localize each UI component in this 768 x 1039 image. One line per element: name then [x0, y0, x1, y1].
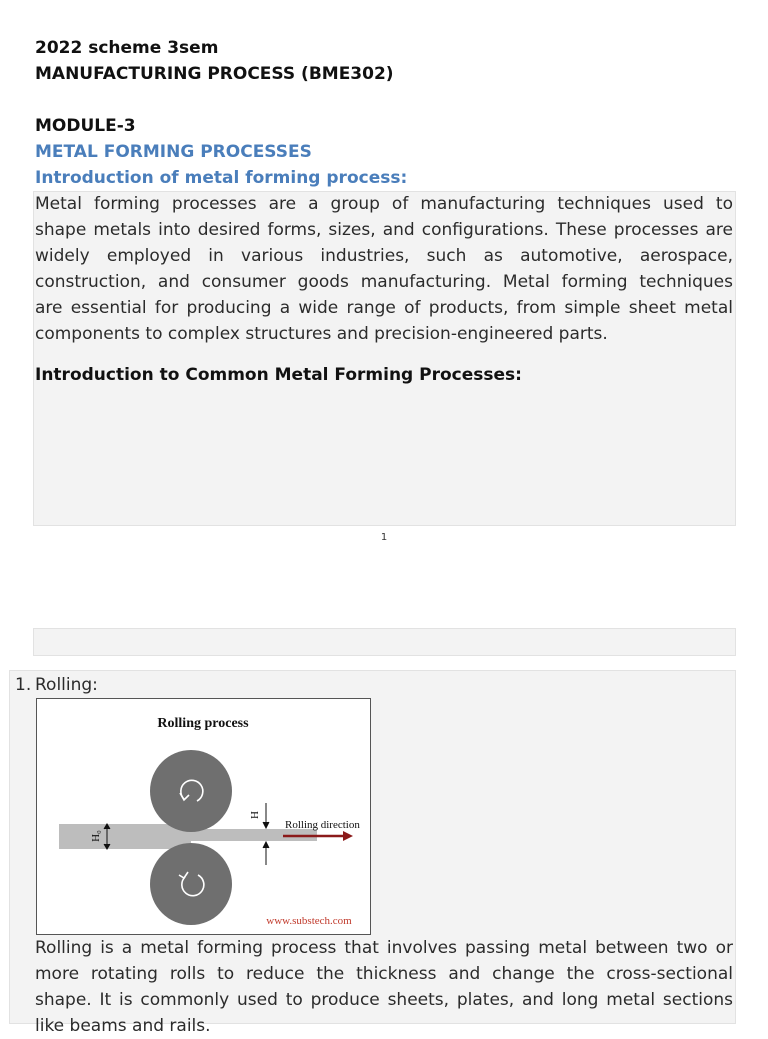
- list-item-number: 1.: [15, 675, 32, 695]
- figure-title: Rolling process: [157, 716, 249, 731]
- section-title: METAL FORMING PROCESSES: [35, 142, 312, 162]
- paragraph-line: are essential for producing a wide range of products, from simple sheet metal: [35, 298, 733, 318]
- intro-heading: Introduction of metal forming process:: [35, 168, 408, 188]
- page2-shaded-fragment: [33, 628, 736, 656]
- course-title: MANUFACTURING PROCESS (BME302): [35, 64, 394, 84]
- lower-roll: [150, 843, 232, 925]
- paragraph-line: shape. It is commonly used to produce sheets, plates, and long metal sections: [35, 990, 733, 1010]
- paragraph-line: more rotating rolls to reduce the thickness and change the cross-sectional: [35, 964, 733, 984]
- paragraph-line: shape metals into desired forms, sizes, and configurations. These processes are: [35, 220, 733, 240]
- paragraph-line: like beams and rails.: [35, 1016, 211, 1036]
- rolling-diagram: [37, 699, 369, 933]
- upper-roll: [150, 750, 232, 832]
- rolling-paragraph: [35, 935, 733, 1039]
- list-item-label: Rolling:: [35, 675, 98, 695]
- rolling-process-figure: [36, 698, 371, 935]
- paragraph-line: widely employed in various industries, such as automotive, aerospace,: [35, 246, 733, 266]
- page-number: 1: [380, 532, 388, 543]
- paragraph-line: components to complex structures and precision-engineered parts.: [35, 324, 608, 344]
- scheme-label: 2022 scheme 3sem: [35, 38, 219, 58]
- figure-watermark: www.substech.com: [266, 915, 352, 927]
- strip-entry: [59, 824, 191, 849]
- paragraph-line: Metal forming processes are a group of manufacturing techniques used to: [35, 194, 733, 214]
- module-label: MODULE-3: [35, 116, 136, 136]
- paragraph-line: construction, and consumer goods manufacturing. Metal forming techniques: [35, 272, 733, 292]
- label-h: H: [249, 811, 261, 819]
- label-h0: H₀: [90, 830, 102, 842]
- paragraph-line: Rolling is a metal forming process that involves passing metal between two or: [35, 938, 733, 958]
- intro-paragraph: [35, 191, 733, 347]
- rolling-direction-label: Rolling direction: [285, 819, 360, 831]
- common-processes-heading: Introduction to Common Metal Forming Processes:: [35, 365, 522, 385]
